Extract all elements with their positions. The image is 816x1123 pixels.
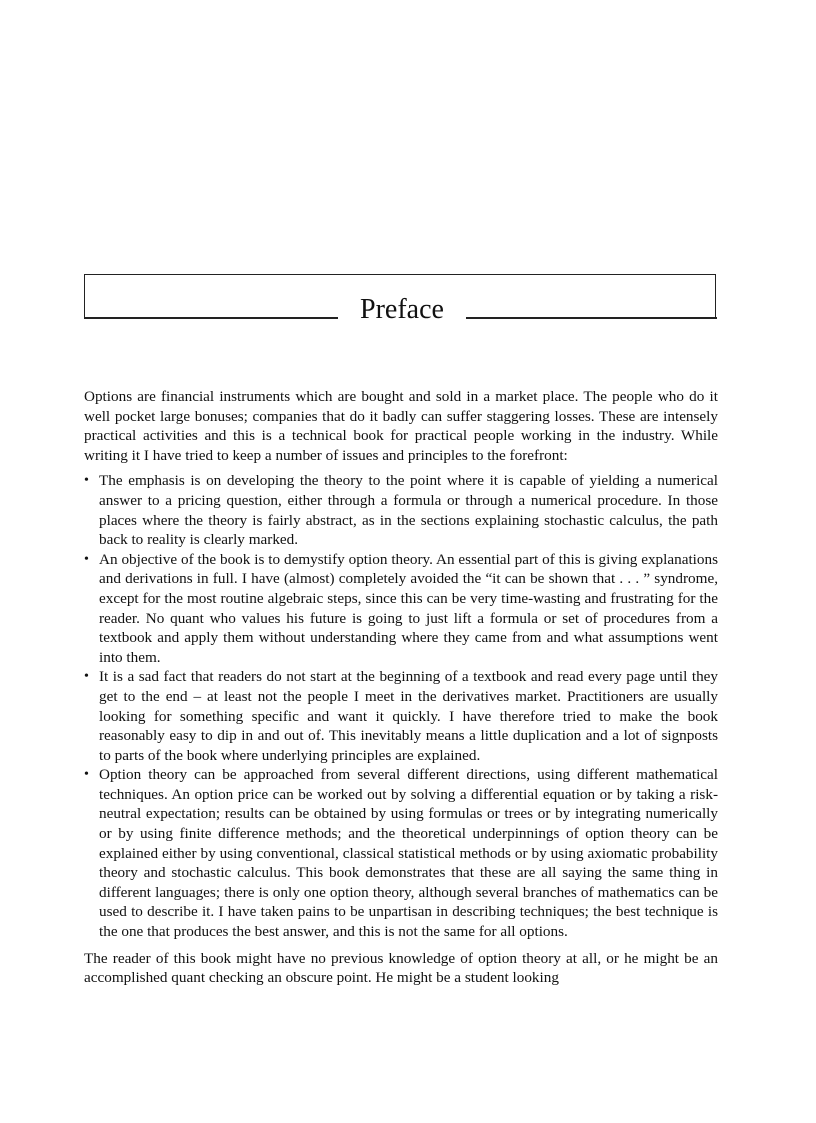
list-item-text: An objective of the book is to demystify option theory. An essential part of this is giving explanations and derivations in full. I have (almost) completely avoided the “it can be shown that . . . ” syndrome, except for the most routine algebraic steps, since this can be very time-wasting and frustrating for the reader. No quant who values his future is going to just lift a formula or set of procedures from a textbook and apply them without understanding where they came from and what assumptions went into them. bbox=[99, 550, 718, 666]
intro-paragraph: Options are financial instruments which are bought and sold in a market place. The people who do it well pocket large bonuses; companies that do it badly can suffer staggering losses. These are intensely practical activities and this is a technical book for practical people working in the industry. While writing it I have tried to keep a number of issues and principles to the forefront: bbox=[84, 388, 718, 464]
list-item bbox=[84, 550, 718, 668]
list-item bbox=[84, 471, 718, 549]
header-rule-right bbox=[466, 317, 717, 319]
bullet-icon: • bbox=[84, 551, 89, 567]
list-item-text: It is a sad fact that readers do not start at the beginning of a textbook and read every page until they get to the end – at least not the people I meet in the derivatives market. Practitioners are usually looking for something specific and want it quickly. I have therefore tried to make the book reasonably easy to dip in and out of. This inevitably means a little duplication and a lot of signposts to parts of the book where underlying principles are explained. bbox=[99, 668, 718, 764]
chapter-title: Preface bbox=[338, 292, 466, 328]
principles-list bbox=[84, 471, 718, 941]
bullet-icon: • bbox=[84, 669, 89, 685]
list-item-text: The emphasis is on developing the theory to the point where it is capable of yielding a numerical answer to a pricing question, either through a formula or through a numerical procedure. In those places where the theory is fairly abstract, as in the sections explaining stochastic calculus, the path back to reality is clearly marked. bbox=[99, 472, 718, 549]
bullet-icon: • bbox=[84, 473, 89, 489]
bullet-icon: • bbox=[84, 767, 89, 783]
page-body bbox=[84, 387, 718, 988]
list-item-text: Option theory can be approached from several different directions, using different mathematical techniques. An option price can be worked out by solving a differential equation or by taking a risk-neutral expectation; results can be obtained by using formulas or trees or by integrating numerically or by using finite difference methods; and the theoretical underpinnings of option theory can be explained either by using conventional, classical statistical methods or by using axiomatic probability theory and stochastic calculus. This book demonstrates that these are all saying the same thing in different languages; there is only one option theory, although several branches of mathematics can be used to describe it. I have taken pains to be unpartisan in describing techniques; the best technique is the one that produces the best answer, and this is not the same for all options. bbox=[99, 766, 718, 941]
closing-paragraph: The reader of this book might have no previous knowledge of option theory at all, or he might be an accomplished quant checking an obscure point. He might be a student looking bbox=[84, 949, 718, 987]
header-rule-left bbox=[84, 317, 338, 319]
list-item bbox=[84, 667, 718, 765]
list-item bbox=[84, 765, 718, 941]
